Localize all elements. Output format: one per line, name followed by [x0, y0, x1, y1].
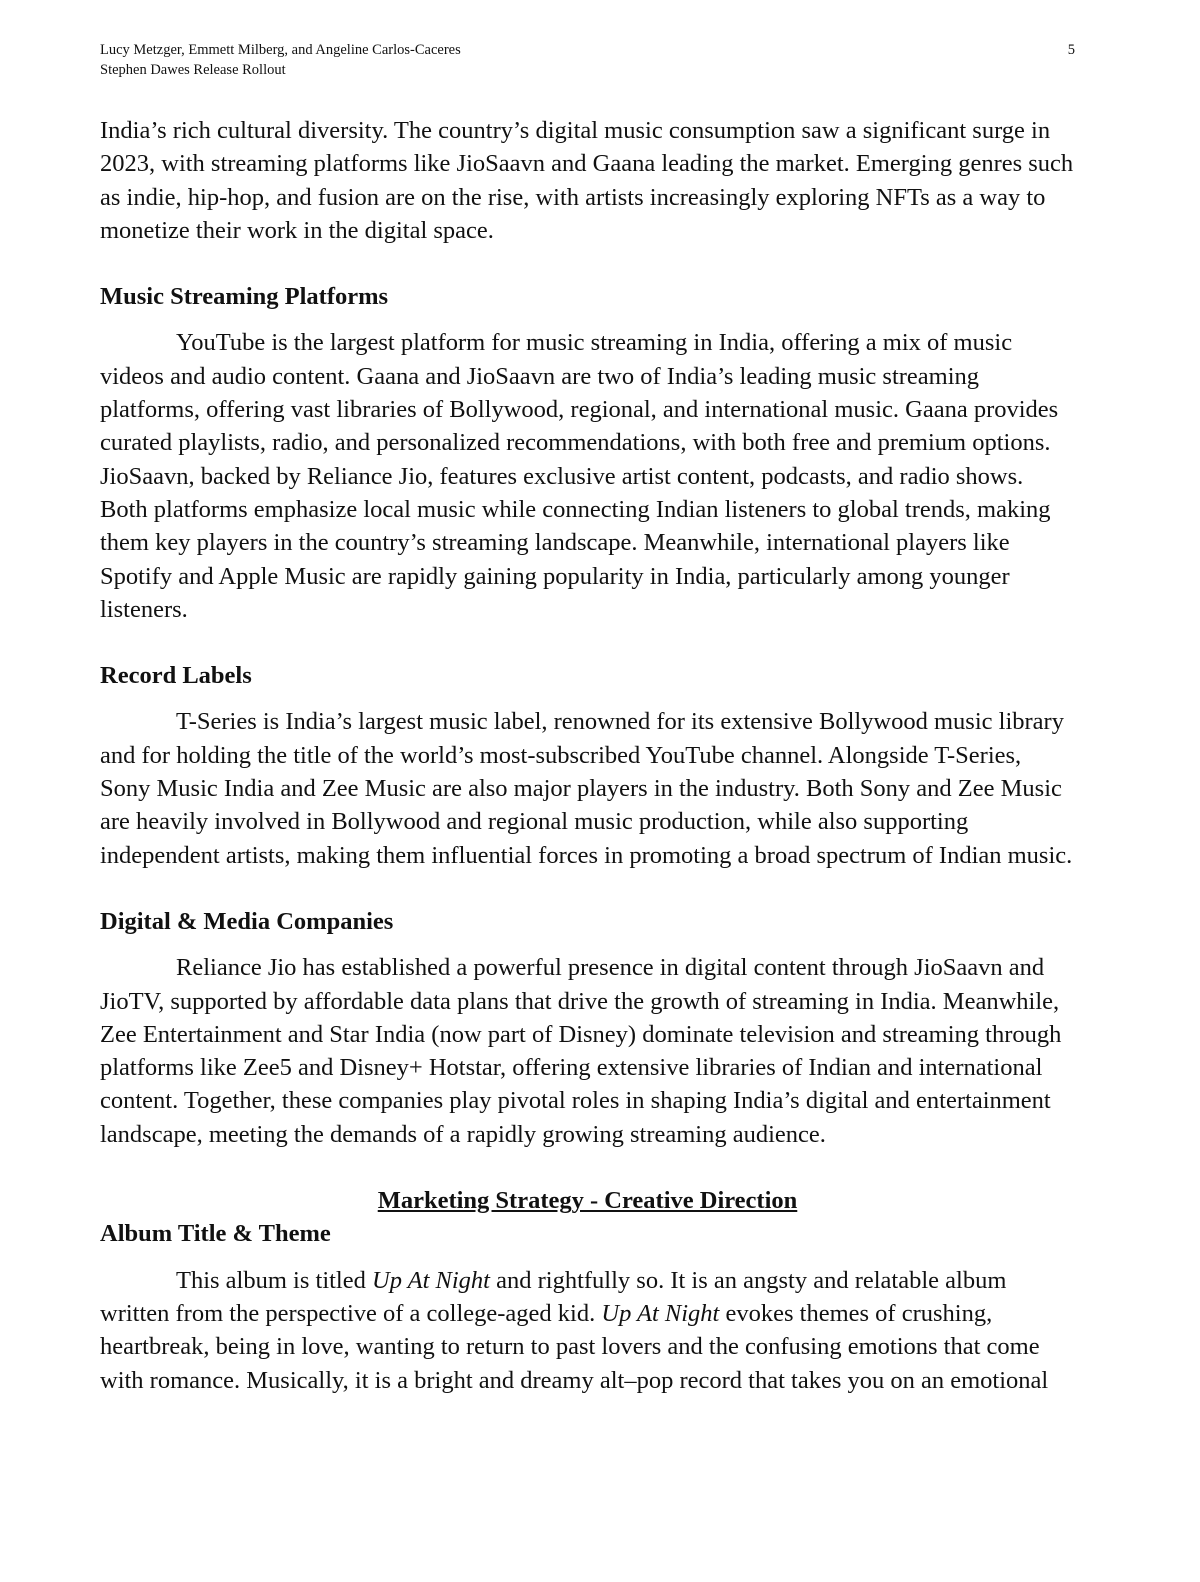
page-header: [100, 40, 1075, 80]
section-heading-record-labels: Record Labels: [100, 662, 252, 690]
album-text-part-2: and rightfully so. It is an angsty and relatable album written from the perspective of a college-aged kid.: [100, 1266, 1007, 1327]
album-title-italic-1: Up At Night: [372, 1266, 490, 1294]
section-body-record-labels: T-Series is India’s largest music label, renowned for its extensive Bollywood music library and for holding the title of the world’s most-subscribed YouTube channel. Alongside T-Series, Sony Music India and Zee Music are also major players in the industry. Both Sony and Zee Music are heavily involved in Bollywood and regional music production, while also supporting independent artists, making them influential forces in promoting a broad spectrum of Indian music.: [100, 708, 1073, 869]
album-description: [100, 1264, 1075, 1397]
marketing-strategy-heading: Marketing Strategy - Creative Direction: [377, 1187, 798, 1215]
album-text-part-1: This album is titled: [176, 1266, 372, 1294]
section-heading-streaming: Music Streaming Platforms: [100, 283, 389, 311]
album-title-italic-2: Up At Night: [601, 1299, 720, 1327]
header-document-title: Stephen Dawes Release Rollout: [100, 62, 286, 78]
section-body-digital-media: Reliance Jio has established a powerful presence in digital content through JioSaavn and JioTV, supported by affordable data plans that drive the growth of streaming in India. Meanwhile, Zee Entertainment and Star India (now part of Disney) dominate television and streaming through platforms like Zee5 and Disney+ Hotstar, offering extensive libraries of Indian and international content. Together, these companies play pivotal roles in shaping India’s digital and entertainment landscape, meeting the demands of a rapidly growing streaming audience.: [100, 954, 1062, 1148]
album-text-part-3: evokes themes of crushing, heartbreak, being in love, wanting to return to past lovers and the confusing emotions that come with romance. Musically, it is a bright and dreamy alt–pop record that takes you on an emotional: [100, 1299, 1049, 1394]
album-title-theme-heading: Album Title & Theme: [100, 1220, 331, 1248]
section-heading-digital-media: Digital & Media Companies: [100, 907, 394, 935]
header-authors: Lucy Metzger, Emmett Milberg, and Angeline Carlos-Caceres: [100, 42, 461, 58]
section-body-streaming: YouTube is the largest platform for music streaming in India, offering a mix of music videos and audio content. Gaana and JioSaavn are two of India’s leading music streaming platforms, offering vast libraries of Bollywood, regional, and international music. Gaana provides curated playlists, radio, and personalized recommendations, with both free and premium options. JioSaavn, backed by Reliance Jio, features exclusive artist content, podcasts, and radio shows. Both platforms emphasize local music while connecting Indian listeners to global trends, making them key players in the country’s streaming landscape. Meanwhile, international players like Spotify and Apple Music are rapidly gaining popularity in India, particularly among younger listeners.: [100, 329, 1059, 623]
page-number: 5: [1067, 42, 1075, 58]
intro-paragraph: India’s rich cultural diversity. The country’s digital music consumption saw a significant surge in 2023, with streaming platforms like JioSaavn and Gaana leading the market. Emerging genres such as indie, hip-hop, and fusion are on the rise, with artists increasingly exploring NFTs as a way to monetize their work in the digital space.: [100, 117, 1074, 244]
document-body: [100, 114, 1075, 1397]
